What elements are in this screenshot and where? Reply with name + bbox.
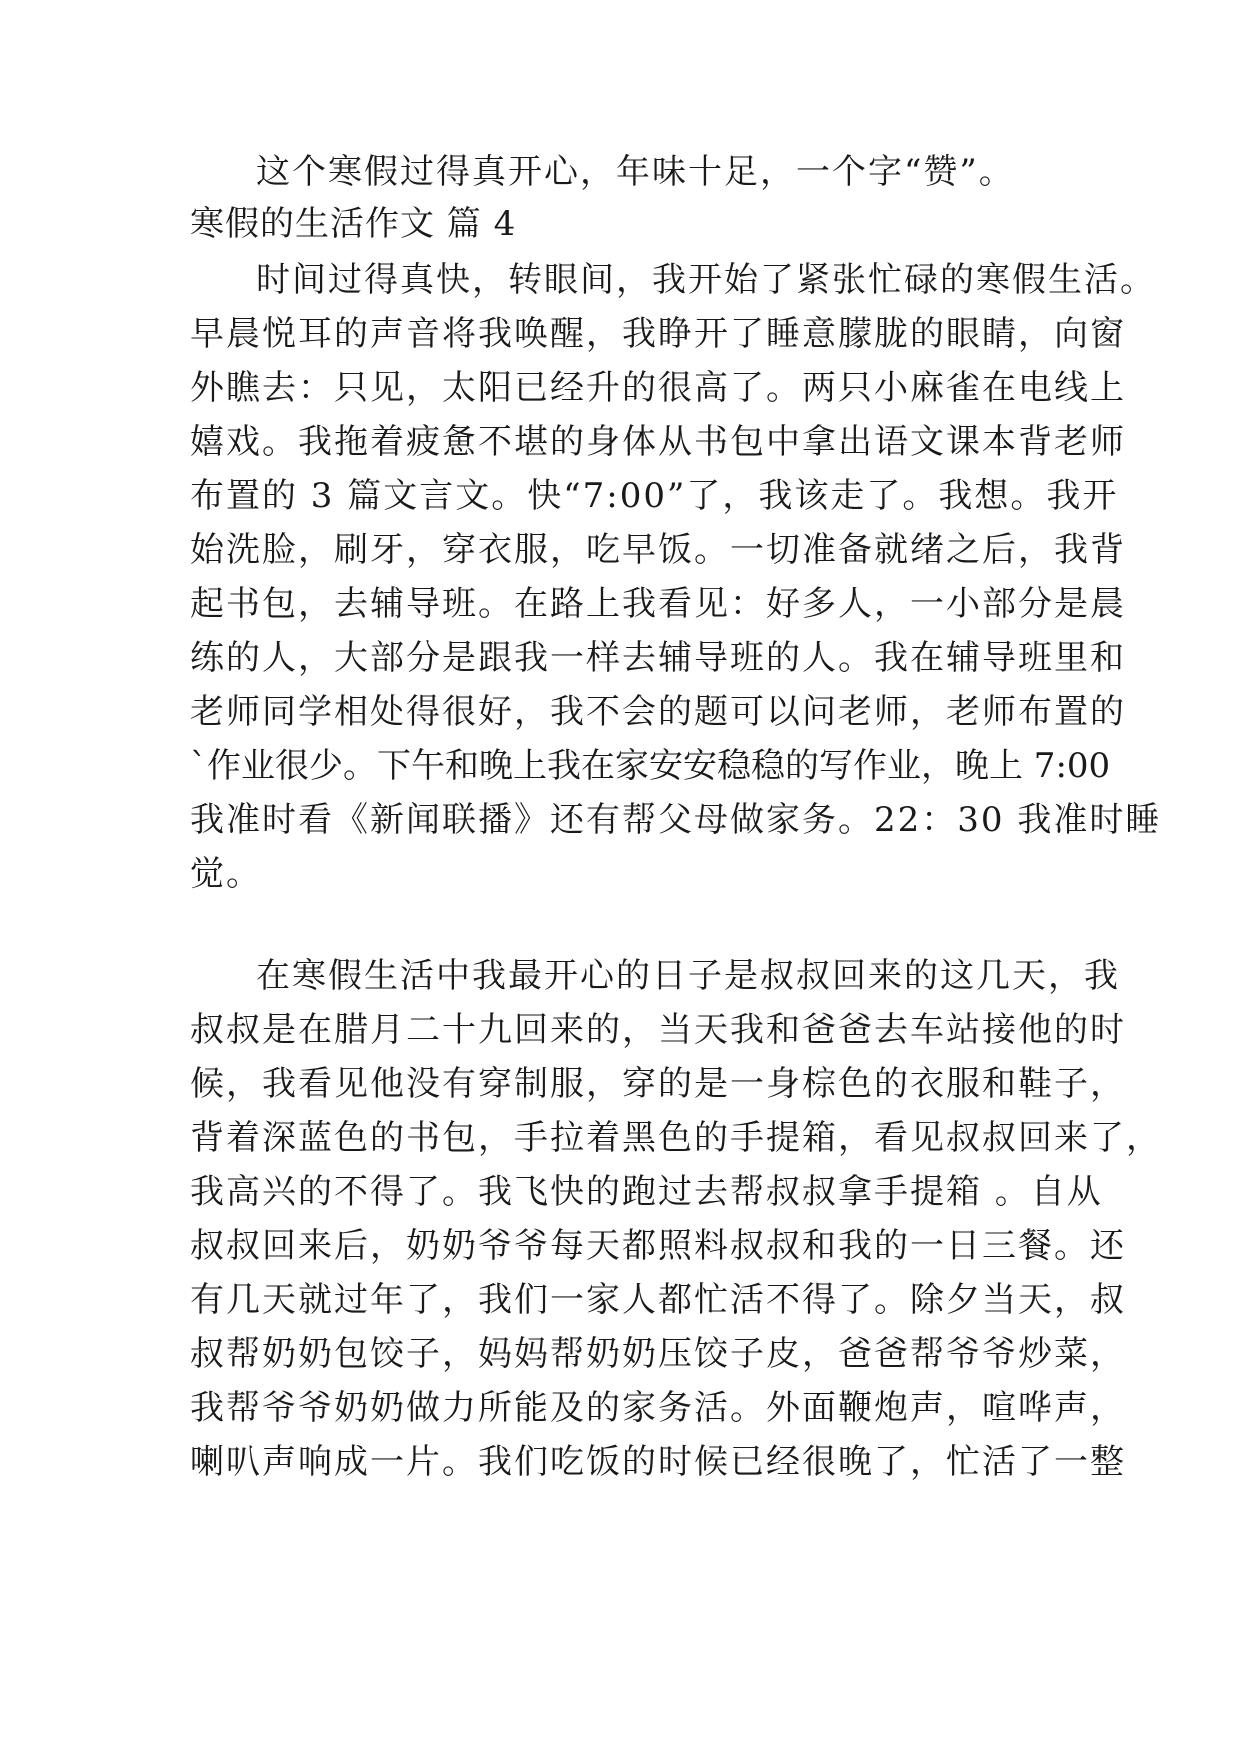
paragraph-line: 叔叔是在腊月二十九回来的，当天我和爸爸去车站接他的时 — [190, 1010, 1126, 1050]
paragraph-line: 早晨悦耳的声音将我唤醒，我睁开了睡意朦胧的眼睛，向窗 — [190, 314, 1126, 354]
section-title: 寒假的生活作文 篇 4 — [190, 204, 517, 244]
paragraph-line: 练的人，大部分是跟我一样去辅导班的人。我在辅导班里和 — [190, 638, 1126, 678]
paragraph-line: 我准时看《新闻联播》还有帮父母做家务。22：30 我准时睡 — [190, 800, 1162, 840]
paragraph-line: 我高兴的不得了。我飞快的跑过去帮叔叔拿手提箱 。自从 — [190, 1172, 1103, 1212]
paragraph-line: 喇叭声响成一片。我们吃饭的时候已经很晚了，忙活了一整 — [190, 1442, 1126, 1482]
paragraph-line: 叔帮奶奶包饺子，妈妈帮奶奶压饺子皮，爸爸帮爷爷炒菜， — [190, 1334, 1126, 1374]
paragraph-line: 始洗脸，刷牙，穿衣服，吃早饭。一切准备就绪之后，我背 — [190, 530, 1126, 570]
paragraph-line: 有几天就过年了，我们一家人都忙活不得了。除夕当天，叔 — [190, 1280, 1126, 1320]
paragraph-line: 起书包，去辅导班。在路上我看见：好多人，一小部分是晨 — [190, 584, 1126, 624]
paragraph-line: `作业很少。下午和晚上我在家安安稳稳的写作业，晚上 7:00 — [190, 746, 1111, 786]
paragraph-line: 背着深蓝色的书包，手拉着黑色的手提箱，看见叔叔回来了， — [190, 1118, 1162, 1158]
paragraph-line: 我帮爷爷奶奶做力所能及的家务活。外面鞭炮声，喧哗声， — [190, 1388, 1126, 1428]
intro-line: 这个寒假过得真开心，年味十足，一个字“赞”。 — [256, 152, 1015, 192]
paragraph-line: 时间过得真快，转眼间，我开始了紧张忙碌的寒假生活。 — [256, 260, 1156, 300]
paragraph-line: 叔叔回来后，奶奶爷爷每天都照料叔叔和我的一日三餐。还 — [190, 1226, 1126, 1266]
paragraph-line: 布置的 3 篇文言文。快“7:00”了，我该走了。我想。我开 — [190, 476, 1119, 516]
paragraph-line: 在寒假生活中我最开心的日子是叔叔回来的这几天，我 — [256, 956, 1120, 996]
paragraph-line: 觉。 — [190, 854, 262, 894]
paragraph-line: 外瞧去：只见，太阳已经升的很高了。两只小麻雀在电线上 — [190, 368, 1126, 408]
paragraph-line: 老师同学相处得很好，我不会的题可以问老师，老师布置的 — [190, 692, 1126, 732]
paragraph-line: 嬉戏。我拖着疲惫不堪的身体从书包中拿出语文课本背老师 — [190, 422, 1126, 462]
paragraph-line: 候，我看见他没有穿制服，穿的是一身棕色的衣服和鞋子， — [190, 1064, 1126, 1104]
